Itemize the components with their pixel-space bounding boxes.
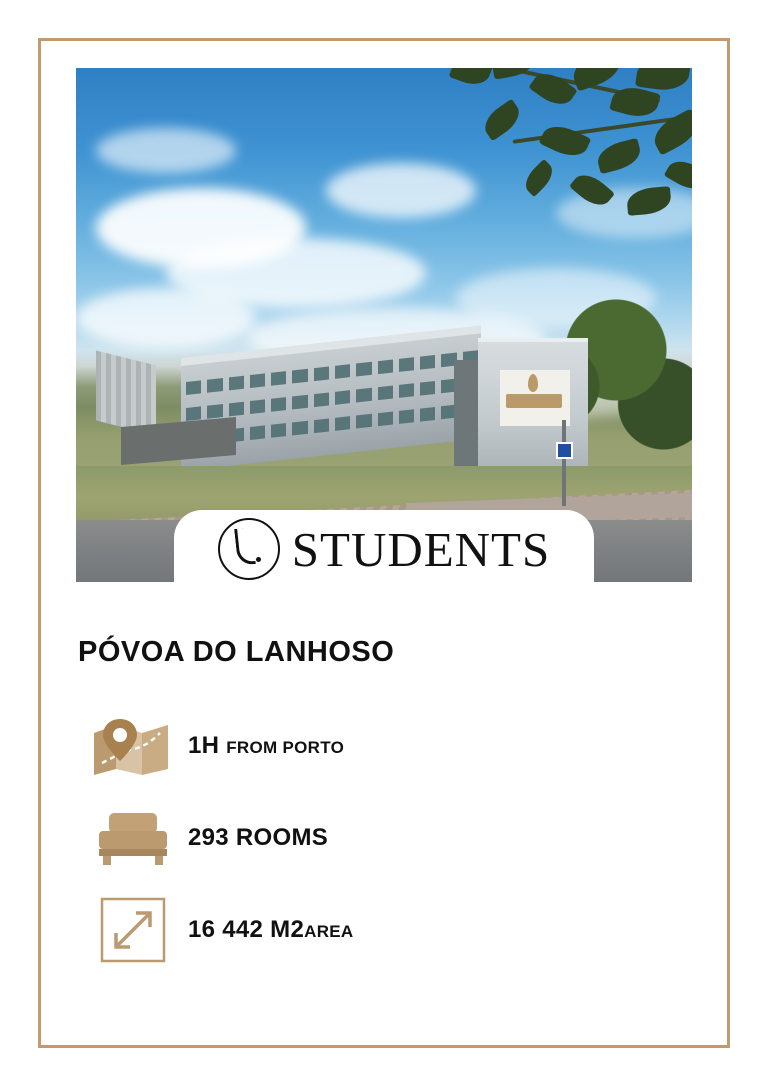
building xyxy=(96,336,586,476)
facts-list xyxy=(78,700,678,976)
building-side-face xyxy=(454,360,480,472)
sign-mark-icon xyxy=(528,374,538,392)
fact-value-distance: 1H xyxy=(188,732,220,759)
fact-value-area: 16 442 M2 xyxy=(188,916,305,943)
sign-text-bar xyxy=(506,394,562,408)
fact-text-area xyxy=(188,916,354,944)
brand-wordmark: STUDENTS xyxy=(291,521,551,577)
photo-canvas xyxy=(76,68,692,582)
sign-pole xyxy=(562,420,566,506)
bed-icon xyxy=(78,807,188,869)
area-arrows-icon xyxy=(78,897,188,963)
fact-label-area: AREA xyxy=(304,922,354,941)
cloud-icon xyxy=(96,128,236,173)
map-pin-icon xyxy=(78,715,188,777)
fact-row-distance xyxy=(78,700,678,792)
tree-canopy-icon xyxy=(422,68,692,278)
fact-value-rooms: 293 ROOMS xyxy=(188,824,329,851)
fact-row-rooms xyxy=(78,792,678,884)
fact-row-area xyxy=(78,884,678,976)
fact-text-rooms xyxy=(188,824,328,852)
building-left-wall xyxy=(96,351,156,436)
brand-logo-panel xyxy=(174,510,594,588)
property-photo xyxy=(76,68,692,582)
fact-label-distance: FROM PORTO xyxy=(226,738,345,757)
circle-l-monogram-icon xyxy=(218,518,280,580)
fact-text-distance xyxy=(188,732,344,760)
parking-sign-icon xyxy=(556,442,573,459)
page-title: PÓVOA DO LANHOSO xyxy=(78,636,395,668)
